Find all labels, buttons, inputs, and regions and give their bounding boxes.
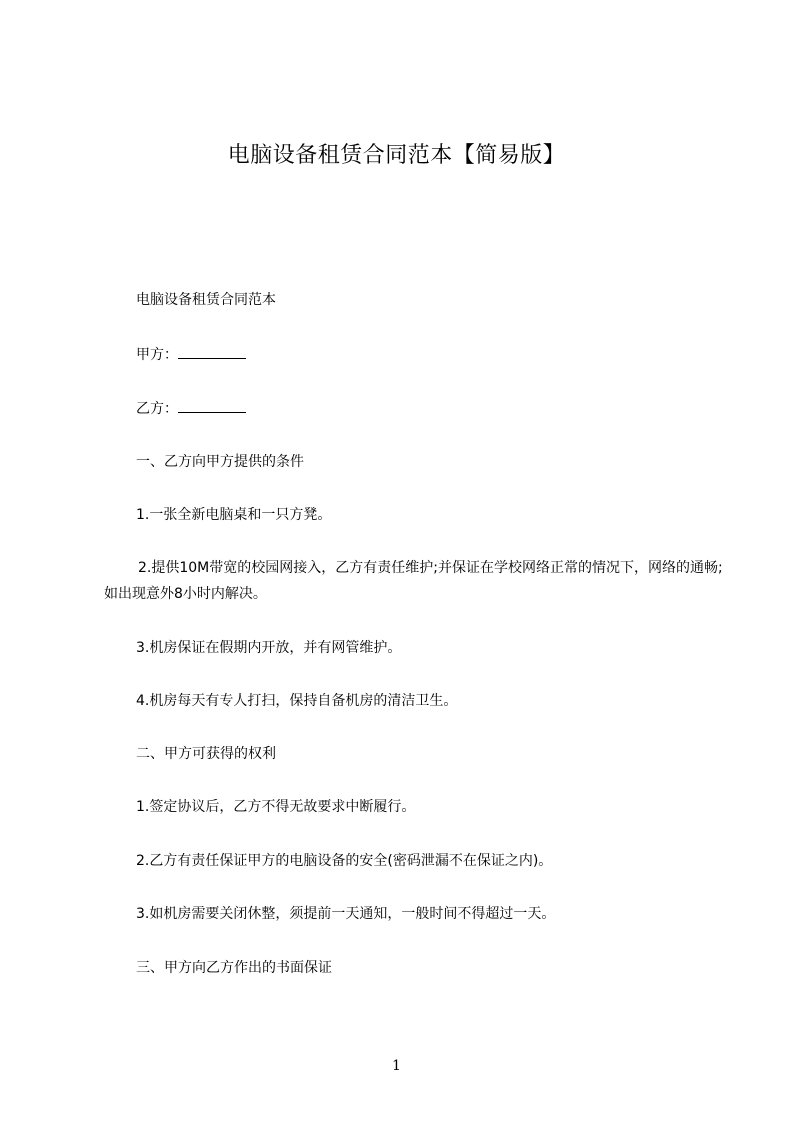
party-a-line bbox=[136, 344, 246, 365]
clause-2-1: 1.签定协议后，乙方不得无故要求中断履行。 bbox=[136, 799, 416, 815]
page-number: 1 bbox=[392, 1058, 401, 1074]
party-a-blank bbox=[178, 344, 246, 359]
clause-1-2: 2.提供10M带宽的校园网接入，乙方有责任维护;并保证在学校网络正常的情况下，网络的通畅;如出现意外8小时内解决。 bbox=[104, 560, 723, 602]
party-b-blank bbox=[178, 398, 246, 413]
party-b-label: 乙方： bbox=[136, 401, 178, 417]
clause-1-3: 3.机房保证在假期内开放，并有网管维护。 bbox=[136, 640, 402, 656]
contract-subtitle: 电脑设备租赁合同范本 bbox=[136, 292, 276, 308]
party-b-line bbox=[136, 398, 246, 419]
party-a-label: 甲方： bbox=[136, 347, 178, 363]
clause-2-2: 2.乙方有责任保证甲方的电脑设备的安全(密码泄漏不在保证之内)。 bbox=[136, 853, 553, 869]
clause-1-1: 1.一张全新电脑桌和一只方凳。 bbox=[136, 507, 332, 523]
section-heading-1: 一、乙方向甲方提供的条件 bbox=[136, 454, 304, 470]
section-heading-3: 三、甲方向乙方作出的书面保证 bbox=[136, 960, 332, 976]
clause-1-4: 4.机房每天有专人打扫，保持自备机房的清洁卫生。 bbox=[136, 693, 458, 709]
section-heading-2: 二、甲方可获得的权利 bbox=[136, 746, 276, 762]
clause-2-3: 3.如机房需要关闭休整，须提前一天通知，一般时间不得超过一天。 bbox=[136, 906, 556, 922]
document-title: 电脑设备租赁合同范本【简易版】 bbox=[227, 143, 566, 168]
